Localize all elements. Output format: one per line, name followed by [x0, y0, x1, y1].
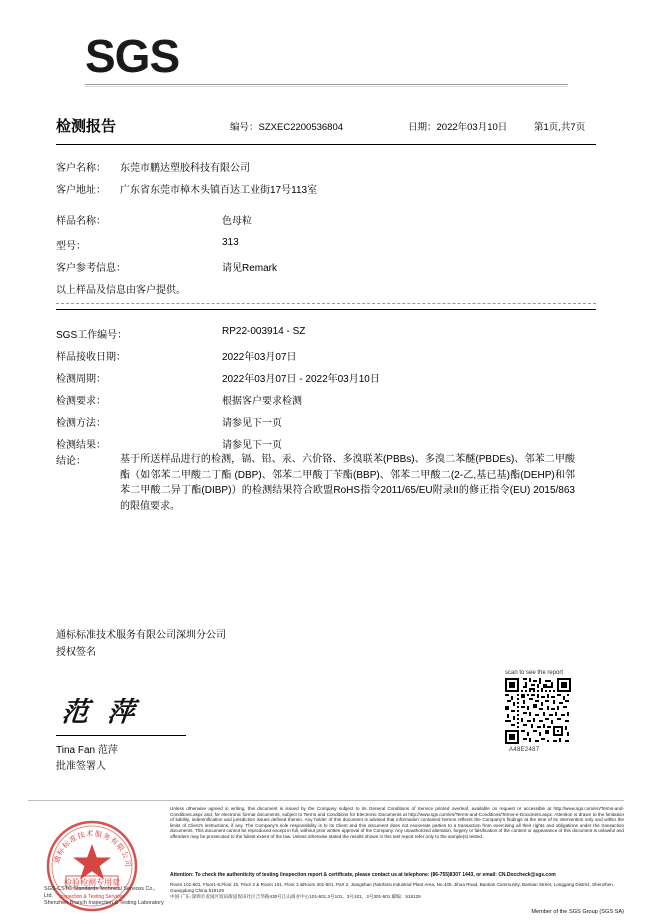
conclusion-text: 基于所送样品进行的检测，镉、铅、汞、六价铬、多溴联苯(PBBs)、多溴二苯醚(PBDEs)、邻苯二甲酸酯（如邻苯二甲酸二丁酯 (DBP)、邻苯二甲酸丁苄酯(BBP)、邻苯二甲酸二(2-乙,基已基)酯(DEHP)和邻苯二甲酸二异丁酯(DIBP)）的检测结果符合欧盟RoHS指令2011/65/EU附录II的修正指令(EU) 2015/863的限值要求。	[120, 454, 575, 512]
customer-address-label: 客户地址：	[56, 185, 106, 196]
sample-model-label: 型号：	[56, 241, 86, 252]
signer-role: 批准签署人	[56, 761, 106, 772]
sample-provided-note: 以上样品及信息由客户提供。	[56, 285, 186, 296]
footer-branch-info	[44, 886, 164, 907]
sgs-logo-text: SGS	[85, 30, 180, 82]
test-requirement-value: 根据客户要求检测	[222, 396, 302, 407]
footer-attention: Attention: To check the authenticity of testing /inspection report & certificate, please contact us at telephone: (86-755)8307 1443, or email: CN.Doccheck@sgs.com	[170, 872, 556, 878]
footer-branch-line2: Shenzhen Branch Inspection & Testing Laboratory	[44, 900, 164, 906]
logo-divider-light	[85, 86, 568, 87]
customer-address-value: 广东省东莞市樟木头镇百达工业街17号113室	[120, 185, 318, 196]
sample-name-label: 样品名称：	[56, 216, 106, 227]
customer-reference-value: 请见Remark	[222, 263, 278, 274]
svg-text:通标标准技术服务有限公司: 通标标准技术服务有限公司	[51, 828, 134, 869]
test-period-label: 检测周期：	[56, 374, 106, 385]
report-number-value: SZXEC2200536804	[258, 122, 344, 133]
received-date-value: 2022年03月07日	[222, 352, 297, 363]
report-number-label: 编号：	[230, 122, 259, 133]
customer-reference-label: 客户参考信息：	[56, 263, 126, 274]
customer-name-value: 东莞市鹏达塑胶科技有限公司	[120, 163, 250, 174]
page-indicator: 第1页,共7页	[534, 122, 586, 133]
footer-divider	[28, 800, 624, 801]
sgs-logo	[85, 30, 205, 82]
page-title: 检测报告	[56, 118, 117, 135]
title-row	[56, 115, 596, 139]
qr-code-image	[505, 678, 571, 744]
sample-model-value: 313	[222, 237, 239, 248]
report-date-label: 日期：	[408, 122, 437, 133]
report-date	[408, 119, 507, 133]
sample-name-value: 色母粒	[222, 216, 252, 227]
report-date-value: 2022年03月10日	[436, 122, 508, 133]
job-number-label: SGS工作编号：	[56, 330, 128, 341]
report-number	[230, 119, 343, 133]
footer-address-cn: 中国·广东·深圳市龙岗区坂田街道坂田社区吉华路430号江山商业中心101-601,3号101、3号101、3号301-601 邮编：518129	[170, 894, 421, 899]
signature-authorized-label: 授权签名	[56, 647, 96, 658]
svg-text:Inspection & Testing Services: Inspection & Testing Services	[59, 894, 125, 900]
job-number-value: RP22-003914 - SZ	[222, 326, 306, 337]
section-divider-dashed	[56, 303, 596, 304]
footer-disclaimer	[170, 806, 624, 840]
handwritten-signature: 范 萍	[60, 697, 143, 727]
customer-name-label: 客户名称：	[56, 163, 106, 174]
received-date-label: 样品接收日期：	[56, 352, 126, 363]
signature-line	[56, 735, 186, 736]
header-divider	[56, 144, 596, 145]
test-method-value: 请参见下一页	[222, 418, 282, 429]
test-period-value: 2022年03月07日 - 2022年03月10日	[222, 374, 380, 385]
test-method-label: 检测方法：	[56, 418, 106, 429]
signature-company: 通标标准技术服务有限公司深圳分公司	[56, 630, 226, 641]
qr-caption: scan to see the report	[505, 670, 564, 676]
footer-branch-line1: SGS-CSTC Standards Technical Services Co., Ltd.	[44, 886, 156, 899]
test-result-value: 请参见下一页	[222, 440, 282, 451]
logo-divider	[85, 84, 568, 85]
footer-disclaimer-text: Unless otherwise agreed in writing, this document is issued by the Company subject to its General Conditions of Service printed overleaf, available on request or accessible at http://www.sgs.com/en/Terms-and-Conditions.aspx and, for electronic format documents, subject to Terms and Conditions for Electronic Documents at http://www.sgs.com/en/Terms-and-Conditions/Terms-e-Document.aspx. Attention is drawn to the limitation of liability, indemnification and jurisdiction issues defined therein. Any holder of this document is advised that information contained hereon reflects the Company's findings at the time of its intervention only and within the limits of Client's instructions, if any. The Company's sole responsibility is to its Client and this document does not exonerate parties to a transaction from exercising all their rights and obligations under the transaction documents. This document cannot be reproduced except in full, without prior written approval of the Company. Any unauthorized alteration, forgery or falsification of the content or appearance of this document is unlawful and offenders may be prosecuted to the fullest extent of the law. Unless otherwise stated the results shown in this test report refer only to the sample(s) tested .	[170, 806, 624, 839]
footer-address	[170, 882, 624, 900]
conclusion-label: 结论：	[56, 456, 86, 467]
svg-text:检验检测专用章: 检验检测专用章	[64, 878, 120, 887]
test-result-label: 检测结果：	[56, 440, 106, 451]
signer-name: Tina Fan 范萍	[56, 745, 118, 756]
section-divider	[56, 309, 596, 310]
qr-code[interactable]	[505, 678, 571, 744]
test-requirement-label: 检测要求：	[56, 396, 106, 407]
footer-address-en: Room 101-601, Floor1-6,Floor 10, Floor 2 & Room 101, Floor 3 &Room 301-601, Part 2, Jiangshan (Nanfarsi Industrial Plant Area, No.430, Jihua Road, Bantian Community, Bantian Street, Longgang District, Shenzhen, Guangdong China 518129	[170, 882, 614, 893]
qr-id: A48E2487	[509, 747, 540, 753]
footer-group-line: Member of the SGS Group (SGS SA)	[531, 909, 624, 915]
